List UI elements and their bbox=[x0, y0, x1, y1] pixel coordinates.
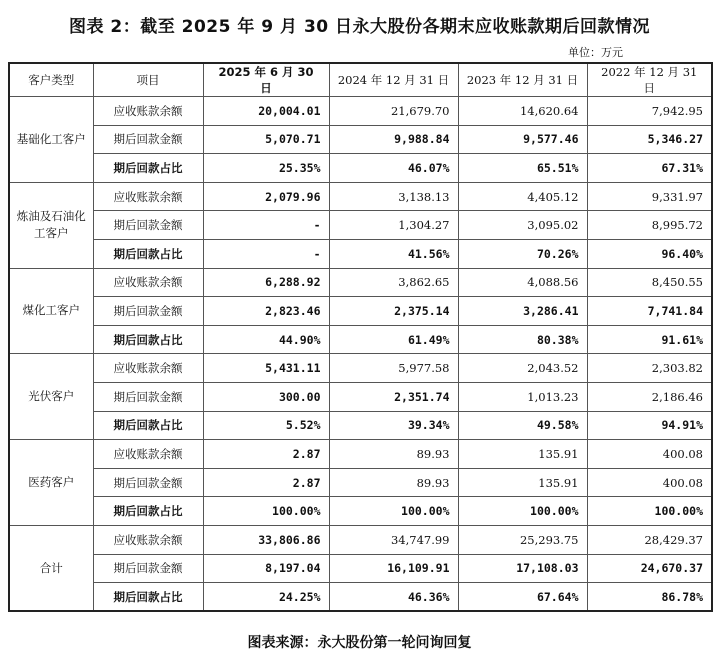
header-2025-06-30: 2025 年 6 月 30 日 bbox=[203, 63, 329, 97]
value-cell: 9,331.97 bbox=[587, 182, 712, 211]
value-cell: 46.36% bbox=[329, 583, 458, 612]
value-cell: 2.87 bbox=[203, 468, 329, 497]
customer-type-cell: 煤化工客户 bbox=[9, 268, 93, 354]
value-cell: 2,375.14 bbox=[329, 297, 458, 326]
value-cell: 2,186.46 bbox=[587, 382, 712, 411]
table-row bbox=[9, 468, 712, 497]
value-cell: 21,679.70 bbox=[329, 97, 458, 126]
table-row bbox=[9, 268, 712, 297]
value-cell: 3,286.41 bbox=[458, 297, 587, 326]
value-cell: 2,303.82 bbox=[587, 354, 712, 383]
value-cell: 33,806.86 bbox=[203, 525, 329, 554]
value-cell: 3,862.65 bbox=[329, 268, 458, 297]
table-row bbox=[9, 97, 712, 126]
value-cell: 400.08 bbox=[587, 440, 712, 469]
customer-type-cell: 光伏客户 bbox=[9, 354, 93, 440]
value-cell: 24.25% bbox=[203, 583, 329, 612]
item-cell: 应收账款余额 bbox=[93, 525, 203, 554]
header-2022-12-31: 2022 年 12 月 31 日 bbox=[587, 63, 712, 97]
value-cell: 135.91 bbox=[458, 468, 587, 497]
value-cell: 5,346.27 bbox=[587, 125, 712, 154]
value-cell: 34,747.99 bbox=[329, 525, 458, 554]
item-cell: 期后回款占比 bbox=[93, 154, 203, 183]
value-cell: 2,351.74 bbox=[329, 382, 458, 411]
table-row bbox=[9, 297, 712, 326]
value-cell: 94.91% bbox=[587, 411, 712, 440]
value-cell: 6,288.92 bbox=[203, 268, 329, 297]
value-cell: 86.78% bbox=[587, 583, 712, 612]
value-cell: 16,109.91 bbox=[329, 554, 458, 583]
table-row bbox=[9, 354, 712, 383]
value-cell: 5,977.58 bbox=[329, 354, 458, 383]
value-cell: 17,108.03 bbox=[458, 554, 587, 583]
value-cell: 14,620.64 bbox=[458, 97, 587, 126]
value-cell: 1,304.27 bbox=[329, 211, 458, 240]
header-category: 客户类型 bbox=[9, 63, 93, 97]
table-body bbox=[9, 97, 712, 612]
value-cell: 20,004.01 bbox=[203, 97, 329, 126]
value-cell: 4,088.56 bbox=[458, 268, 587, 297]
table-row bbox=[9, 154, 712, 183]
item-cell: 期后回款金额 bbox=[93, 297, 203, 326]
unit-label: 单位：万元 bbox=[568, 46, 623, 59]
item-cell: 应收账款余额 bbox=[93, 97, 203, 126]
value-cell: 2,823.46 bbox=[203, 297, 329, 326]
item-cell: 期后回款占比 bbox=[93, 497, 203, 526]
value-cell: 400.08 bbox=[587, 468, 712, 497]
value-cell: 4,405.12 bbox=[458, 182, 587, 211]
item-cell: 期后回款金额 bbox=[93, 211, 203, 240]
value-cell: 300.00 bbox=[203, 382, 329, 411]
item-cell: 期后回款金额 bbox=[93, 125, 203, 154]
item-cell: 期后回款金额 bbox=[93, 468, 203, 497]
value-cell: 39.34% bbox=[329, 411, 458, 440]
table-header-row bbox=[9, 63, 712, 97]
value-cell: 96.40% bbox=[587, 239, 712, 268]
table-row bbox=[9, 125, 712, 154]
table-row bbox=[9, 440, 712, 469]
value-cell: 8,995.72 bbox=[587, 211, 712, 240]
value-cell: 100.00% bbox=[203, 497, 329, 526]
table-row bbox=[9, 325, 712, 354]
item-cell: 应收账款余额 bbox=[93, 182, 203, 211]
value-cell: 28,429.37 bbox=[587, 525, 712, 554]
table-row bbox=[9, 382, 712, 411]
customer-type-cell: 合计 bbox=[9, 525, 93, 611]
customer-type-cell: 基础化工客户 bbox=[9, 97, 93, 183]
value-cell: 100.00% bbox=[587, 497, 712, 526]
page-title: 图表 2：截至 2025 年 9 月 30 日永大股份各期末应收账款期后回款情况 bbox=[68, 17, 651, 37]
item-cell: 应收账款余额 bbox=[93, 354, 203, 383]
value-cell: 7,942.95 bbox=[587, 97, 712, 126]
value-cell: 89.93 bbox=[329, 440, 458, 469]
item-cell: 应收账款余额 bbox=[93, 268, 203, 297]
value-cell: 80.38% bbox=[458, 325, 587, 354]
value-cell: 8,197.04 bbox=[203, 554, 329, 583]
value-cell: 67.31% bbox=[587, 154, 712, 183]
value-cell: 9,577.46 bbox=[458, 125, 587, 154]
table-row bbox=[9, 525, 712, 554]
value-cell: 67.64% bbox=[458, 583, 587, 612]
figure-source: 图表来源：永大股份第一轮问询回复 bbox=[247, 635, 472, 651]
table-row bbox=[9, 211, 712, 240]
customer-type-cell: 医药客户 bbox=[9, 440, 93, 526]
item-cell: 期后回款占比 bbox=[93, 583, 203, 612]
item-cell: 期后回款金额 bbox=[93, 382, 203, 411]
value-cell: 41.56% bbox=[329, 239, 458, 268]
value-cell: - bbox=[203, 239, 329, 268]
item-cell: 期后回款占比 bbox=[93, 325, 203, 354]
value-cell: 2,079.96 bbox=[203, 182, 329, 211]
item-cell: 应收账款余额 bbox=[93, 440, 203, 469]
value-cell: 5,431.11 bbox=[203, 354, 329, 383]
value-cell: 44.90% bbox=[203, 325, 329, 354]
table-row bbox=[9, 583, 712, 612]
value-cell: 49.58% bbox=[458, 411, 587, 440]
table-row bbox=[9, 554, 712, 583]
value-cell: 91.61% bbox=[587, 325, 712, 354]
item-cell: 期后回款占比 bbox=[93, 239, 203, 268]
value-cell: 8,450.55 bbox=[587, 268, 712, 297]
value-cell: 61.49% bbox=[329, 325, 458, 354]
value-cell: 65.51% bbox=[458, 154, 587, 183]
table-row bbox=[9, 239, 712, 268]
header-2023-12-31: 2023 年 12 月 31 日 bbox=[458, 63, 587, 97]
item-cell: 期后回款占比 bbox=[93, 411, 203, 440]
value-cell: 9,988.84 bbox=[329, 125, 458, 154]
value-cell: 2.87 bbox=[203, 440, 329, 469]
header-item: 项目 bbox=[93, 63, 203, 97]
value-cell: 1,013.23 bbox=[458, 382, 587, 411]
header-2024-12-31: 2024 年 12 月 31 日 bbox=[329, 63, 458, 97]
value-cell: 5,070.71 bbox=[203, 125, 329, 154]
item-cell: 期后回款金额 bbox=[93, 554, 203, 583]
value-cell: 70.26% bbox=[458, 239, 587, 268]
value-cell: - bbox=[203, 211, 329, 240]
value-cell: 100.00% bbox=[458, 497, 587, 526]
table-row bbox=[9, 182, 712, 211]
table-row bbox=[9, 497, 712, 526]
customer-type-cell: 炼油及石油化工客户 bbox=[9, 182, 93, 268]
value-cell: 46.07% bbox=[329, 154, 458, 183]
value-cell: 89.93 bbox=[329, 468, 458, 497]
value-cell: 135.91 bbox=[458, 440, 587, 469]
value-cell: 3,138.13 bbox=[329, 182, 458, 211]
value-cell: 25.35% bbox=[203, 154, 329, 183]
value-cell: 25,293.75 bbox=[458, 525, 587, 554]
value-cell: 100.00% bbox=[329, 497, 458, 526]
value-cell: 5.52% bbox=[203, 411, 329, 440]
value-cell: 24,670.37 bbox=[587, 554, 712, 583]
value-cell: 7,741.84 bbox=[587, 297, 712, 326]
value-cell: 2,043.52 bbox=[458, 354, 587, 383]
table-row bbox=[9, 411, 712, 440]
receivables-table bbox=[8, 62, 713, 612]
value-cell: 3,095.02 bbox=[458, 211, 587, 240]
